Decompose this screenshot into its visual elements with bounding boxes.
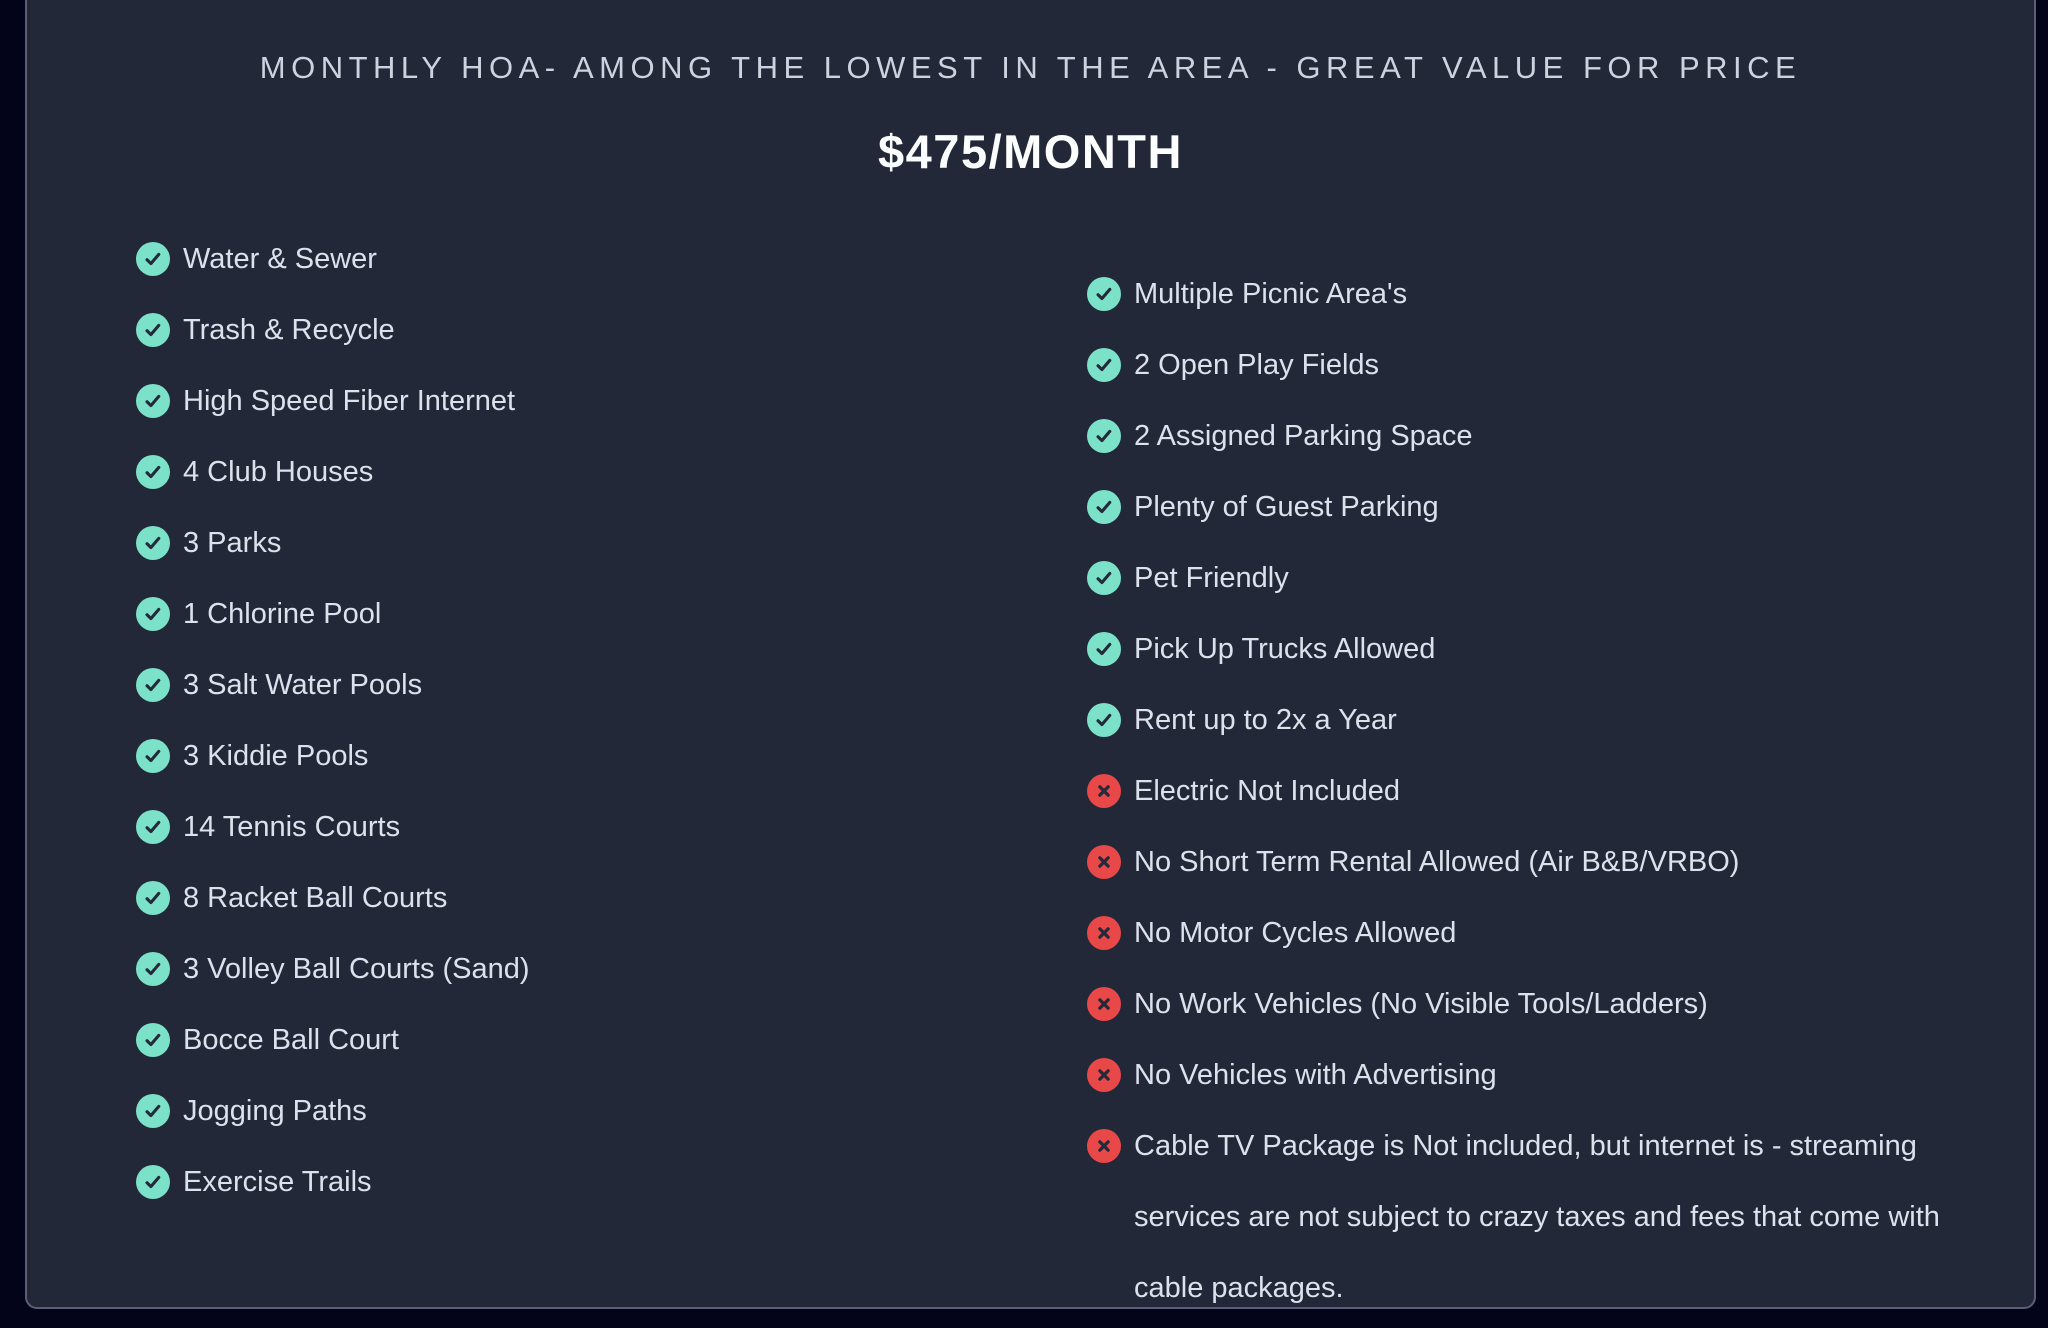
cross-icon <box>1087 1058 1121 1092</box>
list-item <box>1087 614 2002 685</box>
list-item <box>1087 756 2002 827</box>
check-icon <box>1087 703 1121 737</box>
list-item <box>136 437 986 508</box>
list-item-label: Electric Not Included <box>1134 775 1400 807</box>
list-item-label: 14 Tennis Courts <box>183 811 401 843</box>
list-item-label: Jogging Paths <box>183 1095 367 1127</box>
list-item-label: Pet Friendly <box>1134 562 1289 594</box>
list-item-label: Pick Up Trucks Allowed <box>1134 633 1436 665</box>
list-item-label: 2 Open Play Fields <box>1134 349 1380 381</box>
hoa-panel <box>25 0 2036 1309</box>
list-item-label: No Work Vehicles (No Visible Tools/Ladders) <box>1134 988 1708 1020</box>
check-icon <box>136 1094 170 1128</box>
section-title: MONTHLY HOA- AMONG THE LOWEST IN THE AREA - GREAT VALUE FOR PRICE <box>259 50 1802 85</box>
list-item <box>136 224 986 295</box>
check-icon <box>136 810 170 844</box>
check-icon <box>136 1165 170 1199</box>
list-item-label: No Motor Cycles Allowed <box>1134 917 1457 949</box>
list-item-label: Multiple Picnic Area's <box>1134 278 1408 310</box>
list-item <box>136 863 986 934</box>
check-icon <box>136 597 170 631</box>
check-icon <box>1087 561 1121 595</box>
check-icon <box>1087 348 1121 382</box>
list-item-label: No Short Term Rental Allowed (Air B&B/VRBO) <box>1134 846 1740 878</box>
check-icon <box>1087 277 1121 311</box>
list-item-label: Cable TV Package is Not included, but internet is - streaming services are not subject to crazy taxes and fees that come with cable packages. <box>1134 1130 1940 1304</box>
list-item <box>136 650 986 721</box>
list-item <box>136 1005 986 1076</box>
list-item <box>1087 543 2002 614</box>
check-icon <box>136 739 170 773</box>
cross-icon <box>1087 916 1121 950</box>
check-icon <box>136 526 170 560</box>
list-item <box>136 1147 986 1218</box>
list-item-label: Bocce Ball Court <box>183 1024 399 1056</box>
list-item <box>136 295 986 366</box>
check-icon <box>136 242 170 276</box>
cross-icon <box>1087 1129 1121 1163</box>
list-item <box>136 508 986 579</box>
list-item-label: 2 Assigned Parking Space <box>1134 420 1473 452</box>
list-item <box>1087 898 2002 969</box>
check-icon <box>136 455 170 489</box>
list-item <box>136 721 986 792</box>
check-icon <box>136 384 170 418</box>
list-item-label: Exercise Trails <box>183 1166 372 1198</box>
check-icon <box>136 313 170 347</box>
check-icon <box>1087 632 1121 666</box>
check-icon <box>136 668 170 702</box>
list-item-label: 4 Club Houses <box>183 456 374 488</box>
list-item <box>1087 969 2002 1040</box>
list-item-label: High Speed Fiber Internet <box>183 385 516 417</box>
list-item <box>1087 1040 2002 1111</box>
list-item <box>1087 330 2002 401</box>
list-item <box>1087 827 2002 898</box>
list-item <box>136 579 986 650</box>
check-icon <box>136 1023 170 1057</box>
check-icon <box>136 881 170 915</box>
list-item <box>1087 401 2002 472</box>
list-item <box>1087 685 2002 756</box>
list-item-label: 1 Chlorine Pool <box>183 598 382 630</box>
check-icon <box>136 952 170 986</box>
list-item-label: Plenty of Guest Parking <box>1134 491 1439 523</box>
cross-icon <box>1087 774 1121 808</box>
cross-icon <box>1087 845 1121 879</box>
list-item-label: No Vehicles with Advertising <box>1134 1059 1497 1091</box>
list-item-label: 3 Parks <box>183 527 282 559</box>
list-item <box>136 366 986 437</box>
hoa-price: $475/MONTH <box>878 125 1183 178</box>
list-item <box>1087 1111 2002 1324</box>
list-item-label: 3 Salt Water Pools <box>183 669 423 701</box>
amenities-and-rules-list <box>1087 259 2002 1324</box>
list-item <box>1087 472 2002 543</box>
check-icon <box>1087 419 1121 453</box>
included-amenities-list <box>136 224 986 1218</box>
cross-icon <box>1087 987 1121 1021</box>
list-item-label: 3 Kiddie Pools <box>183 740 369 772</box>
check-icon <box>1087 490 1121 524</box>
list-item-label: Trash & Recycle <box>183 314 395 346</box>
list-item-label: Rent up to 2x a Year <box>1134 704 1397 736</box>
list-item <box>136 934 986 1005</box>
list-item-label: 8 Racket Ball Courts <box>183 882 448 914</box>
list-item-label: 3 Volley Ball Courts (Sand) <box>183 953 530 985</box>
list-item <box>136 792 986 863</box>
list-item-label: Water & Sewer <box>183 243 377 275</box>
list-item <box>136 1076 986 1147</box>
list-item <box>1087 259 2002 330</box>
